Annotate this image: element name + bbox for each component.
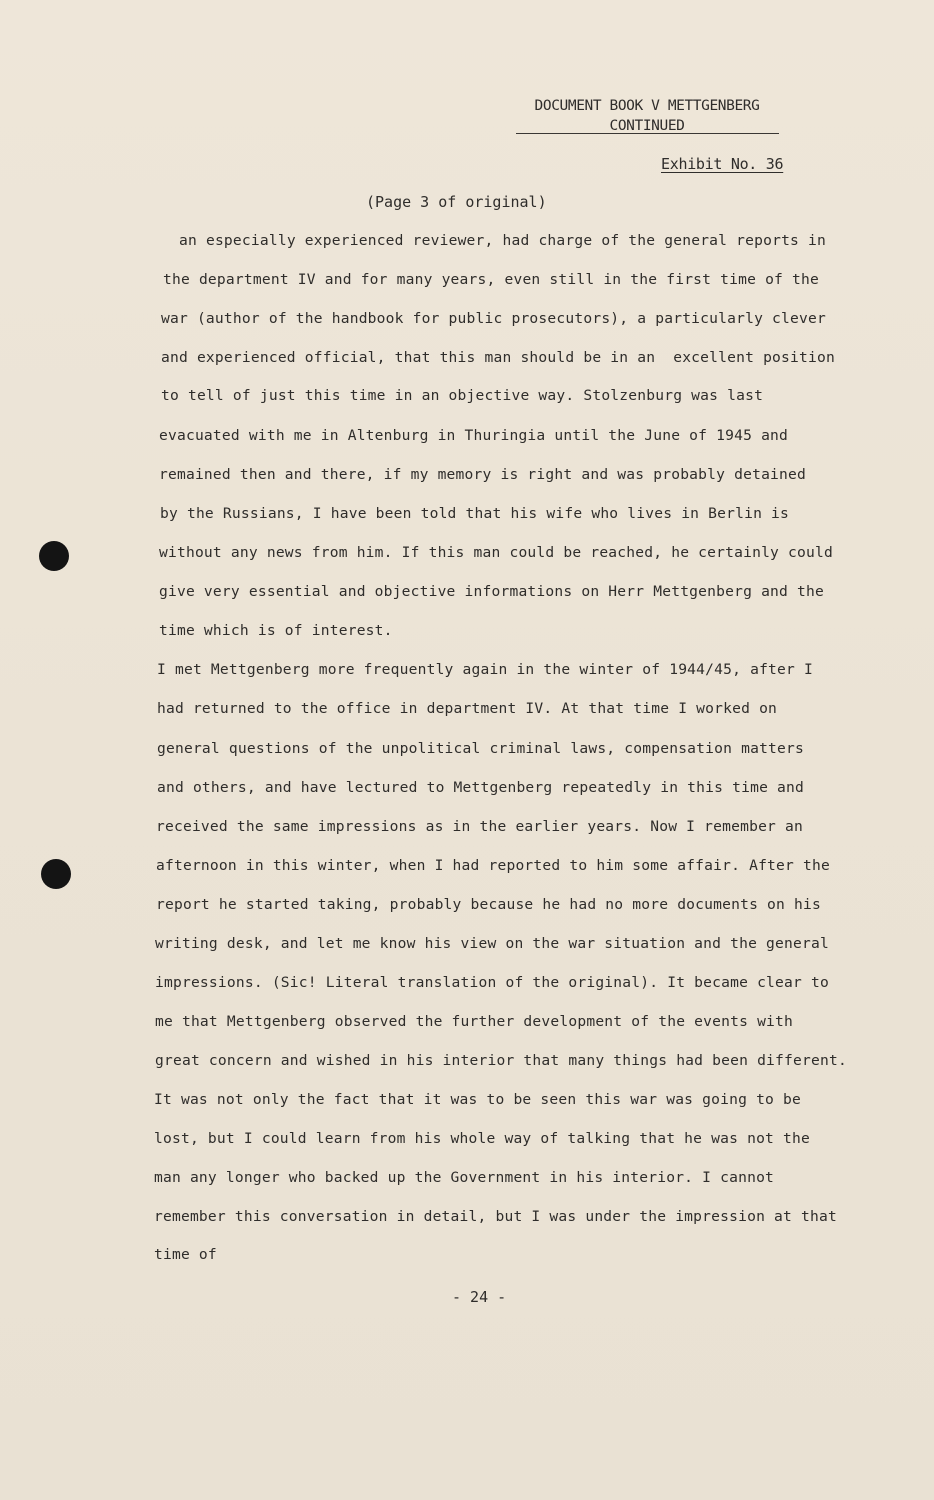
punch-hole-top (39, 541, 69, 571)
body-line: war (author of the handbook for public prosecutors), a particularly clever (161, 310, 826, 327)
body-line: received the same impressions as in the earlier years. Now I remember an (156, 818, 804, 835)
body-line: an especially experienced reviewer, had charge of the general reports in (179, 232, 827, 249)
body-line: had returned to the office in department IV. At that time I worked on (157, 700, 778, 717)
body-line: It was not only the fact that it was to be seen this war was going to be (154, 1091, 802, 1108)
body-line: great concern and wished in his interior that many things had been different. (155, 1052, 847, 1069)
body-line: writing desk, and let me know his view on the war situation and the general (155, 935, 829, 952)
body-line: and experienced official, that this man should be in an excellent position (161, 349, 835, 366)
body-line: by the Russians, I have been told that his wife who lives in Berlin is (160, 505, 790, 522)
body-line: impressions. (Sic! Literal translation of the original). It became clear to (155, 974, 829, 991)
punch-hole-bottom (41, 859, 71, 889)
body-line: remember this conversation in detail, but I was under the impression at that (154, 1208, 837, 1225)
body-line: report he started taking, probably because he had no more documents on his (156, 896, 821, 913)
body-line: without any news from him. If this man could be reached, he certainly could (159, 544, 833, 561)
page-number: - 24 - (452, 1288, 507, 1306)
exhibit-number: Exhibit No. 36 (661, 155, 784, 173)
header-title: DOCUMENT BOOK V METTGENBERG (534, 98, 760, 114)
body-line: I met Mettgenberg more frequently again in the winter of 1944/45, after I (157, 661, 813, 678)
body-line: to tell of just this time in an objective way. Stolzenburg was last (161, 387, 764, 404)
body-line: general questions of the unpolitical criminal laws, compensation matters (157, 740, 805, 757)
header-rule (516, 133, 779, 134)
body-line: me that Mettgenberg observed the further development of the events with (155, 1013, 794, 1030)
page-reference: (Page 3 of original) (366, 193, 547, 211)
body-line: man any longer who backed up the Government in his interior. I cannot (154, 1169, 775, 1186)
body-line: the department IV and for many years, even still in the first time of the (163, 271, 819, 288)
body-line: remained then and there, if my memory is right and was probably detained (159, 466, 807, 483)
document-header (512, 96, 782, 136)
body-line: time of (154, 1246, 217, 1263)
body-line: time which is of interest. (159, 622, 393, 639)
body-line: lost, but I could learn from his whole way of talking that he was not the (154, 1130, 810, 1147)
body-line: give very essential and objective informations on Herr Mettgenberg and the (159, 583, 824, 600)
body-line: evacuated with me in Altenburg in Thuringia until the June of 1945 and (159, 427, 789, 444)
body-line: and others, and have lectured to Mettgenberg repeatedly in this time and (157, 779, 805, 796)
header-subtitle: CONTINUED (609, 118, 685, 134)
body-line: afternoon in this winter, when I had reported to him some affair. After the (156, 857, 830, 874)
